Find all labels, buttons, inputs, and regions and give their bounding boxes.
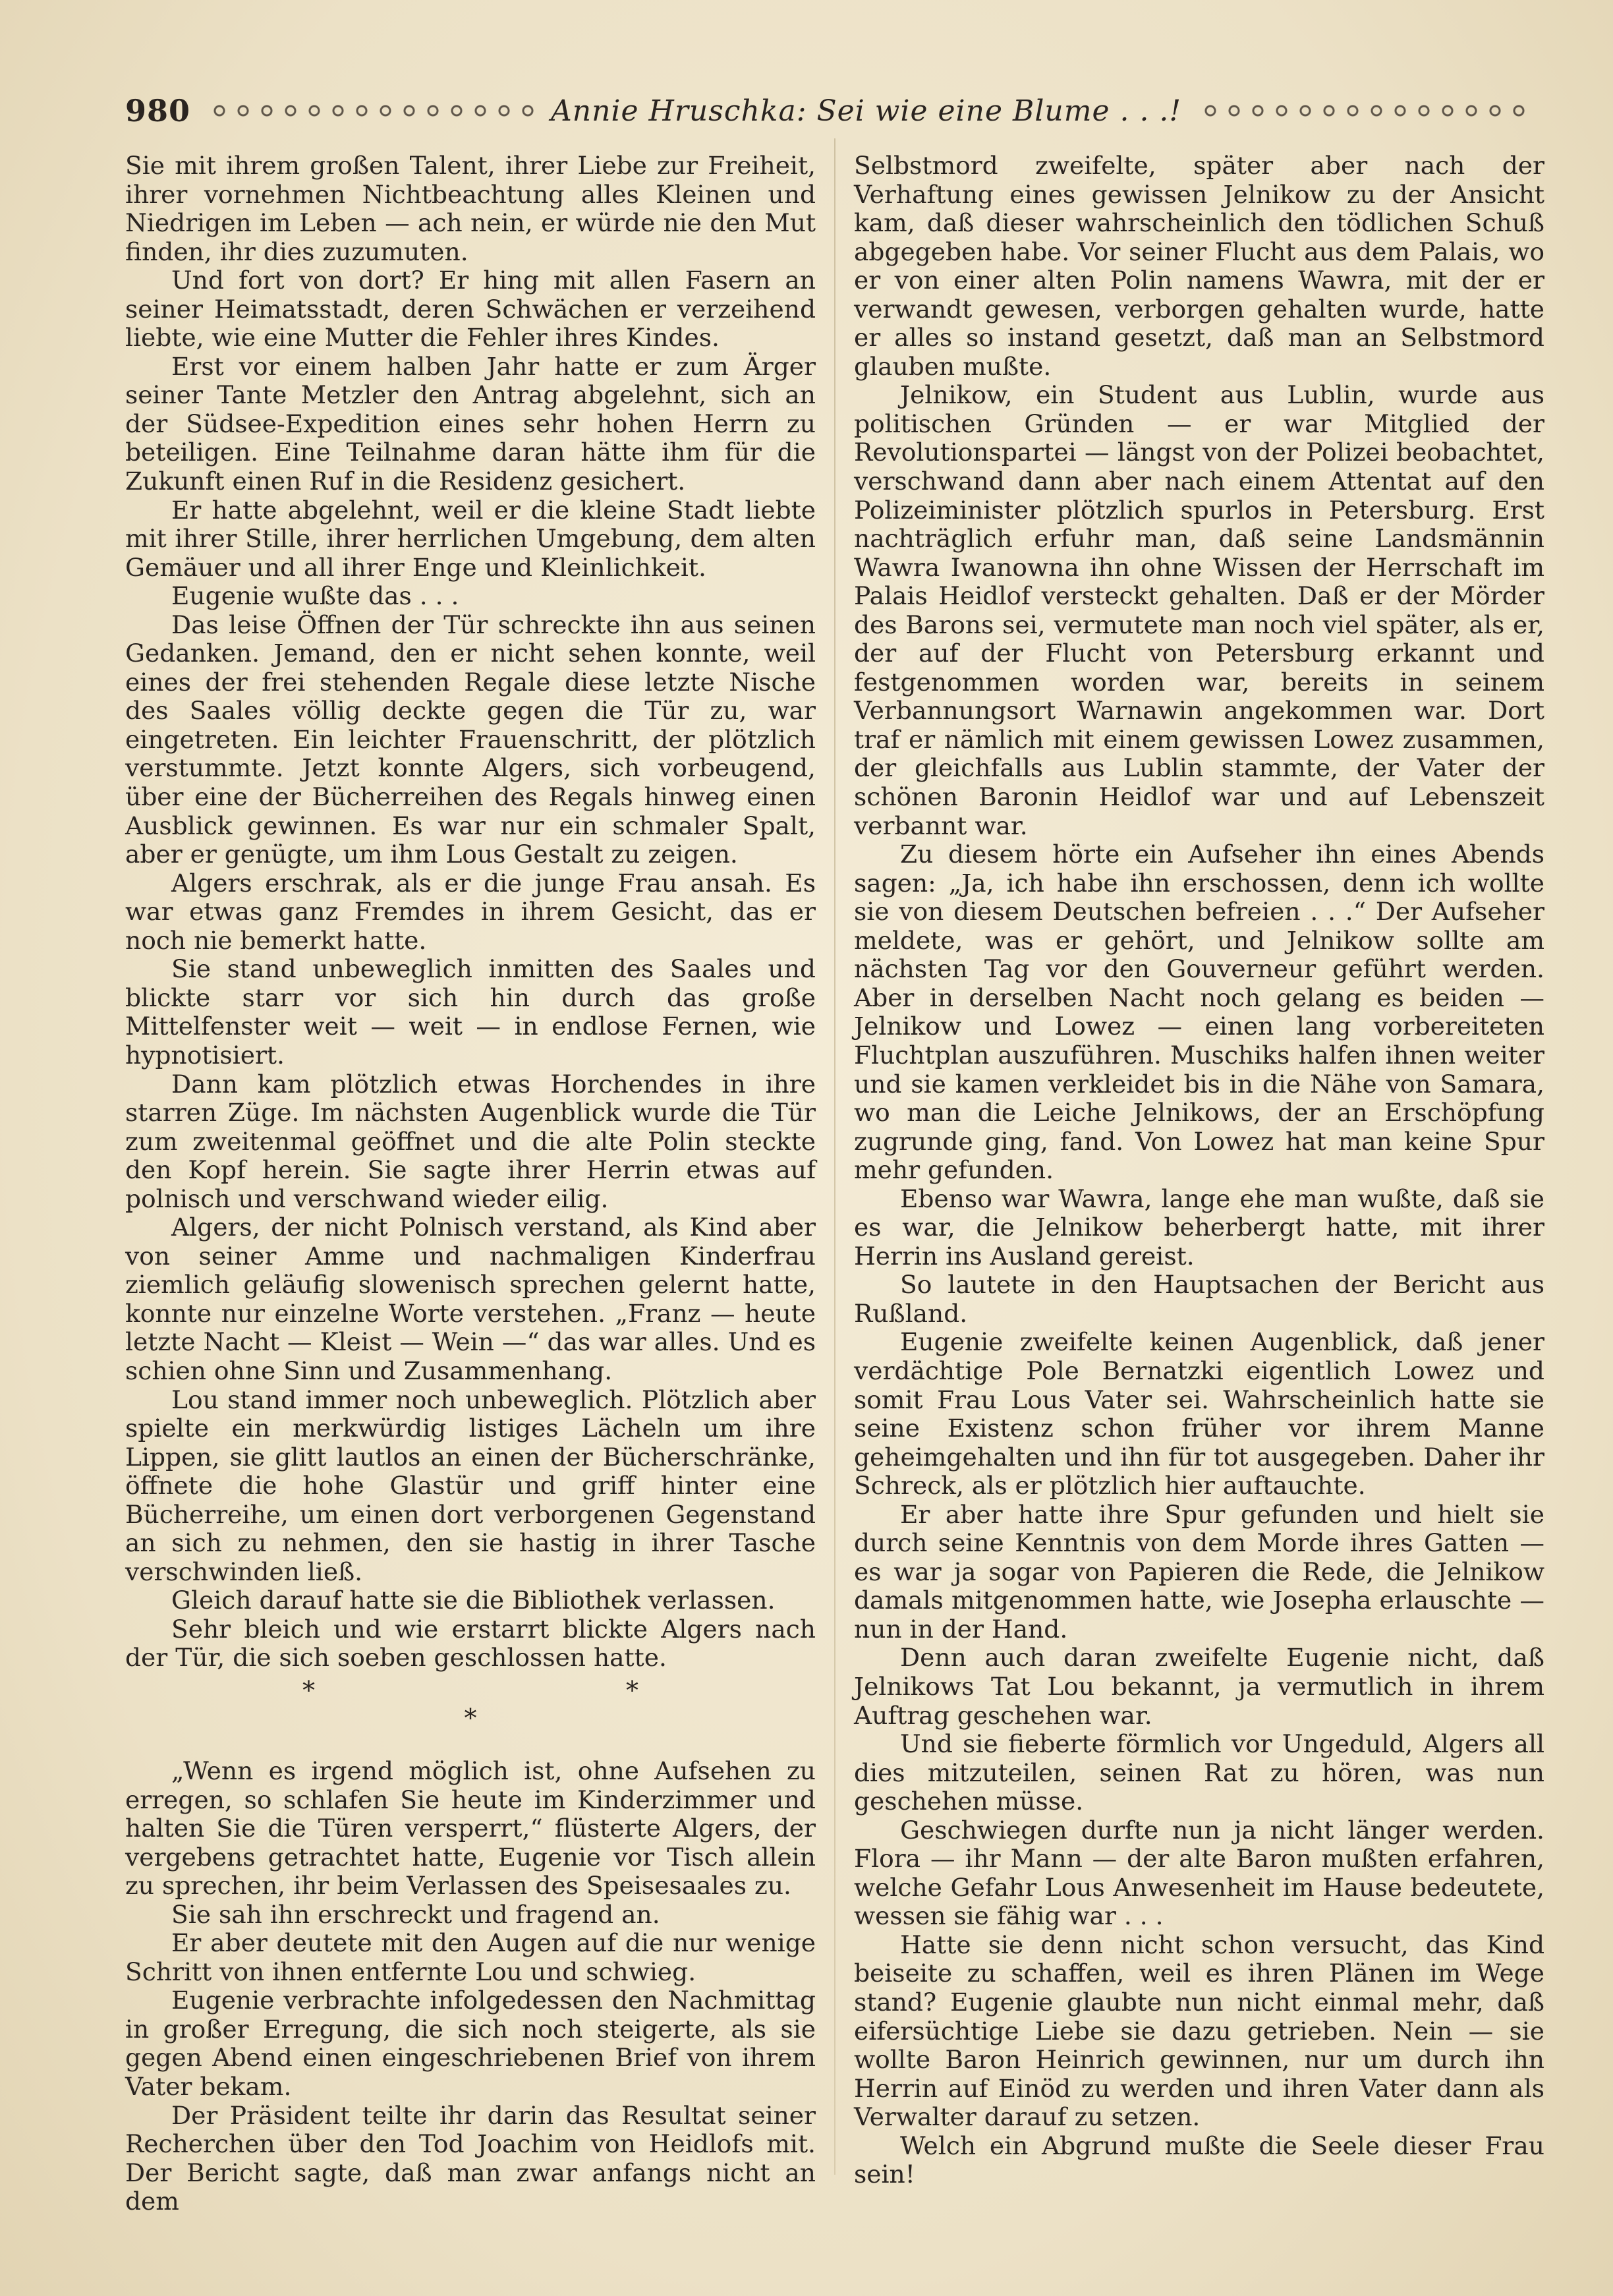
paragraph: Lou stand immer noch unbeweglich. Plötzlich aber spielte ein merkwürdig listiges Lächeln um ihre Lippen, sie glitt lautlos an einen der Bücherschränke, öffnete die hohe Glastür und griff hinter eine Bücherreihe, um einen dort verborgenen Gegenstand an sich zu nehmen, den sie hastig in ihrer Tasche verschwinden ließ. (125, 1385, 816, 1586)
paragraph: Gleich darauf hatte sie die Bibliothek verlassen. (171, 1586, 776, 1615)
paragraph: Ebenso war Wawra, lange ehe man wußte, daß sie es war, die Jelnikow beherbergt hatte, mit ihrer Herrin ins Ausland gereist. (854, 1184, 1544, 1271)
paragraph: Eugenie wußte das . . . (171, 581, 459, 611)
paragraph: Denn auch daran zweifelte Eugenie nicht, daß Jelnikows Tat Lou bekannt, ja vermutlich in ihrem Auftrag geschehen war. (854, 1643, 1544, 1730)
paragraph: Dann kam plötzlich etwas Horchendes in ihre starren Züge. Im nächsten Augenblick wurde die Tür zum zweitenmal geöffnet und die alte Polin steckte den Kopf herein. Sie sagte ihrer Herrin etwas auf polnisch und verschwand wieder eilig. (125, 1069, 816, 1213)
header-ornament-right (1199, 103, 1525, 118)
paragraph: Sie stand unbeweglich inmitten des Saales und blickte starr vor sich hin durch das große Mittelfenster weit — weit — in endlose Fernen, wie hypnotisiert. (125, 954, 816, 1070)
paragraph: Sie sah ihn erschreckt und fragend an. (171, 1899, 660, 1929)
paragraph: Sehr bleich und wie erstarrt blickte Algers nach der Tür, die sich soeben geschlossen hatte. (125, 1614, 816, 1673)
paragraph: „Wenn es irgend möglich ist, ohne Aufsehen zu erregen, so schlafen Sie heute im Kinderzimmer und halten Sie die Türen versperrt,“ flüsterte Algers, der vergebens getrachtet hatte, Eugenie vor Tisch allein zu sprechen, ihr beim Verlassen des Speisesaales zu. (125, 1756, 816, 1901)
paragraph: Er hatte abgelehnt, weil er die kleine Stadt liebte mit ihrer Stille, ihrer herrlichen Umgebung, dem alten Gemäuer und all ihrer Enge und Kleinlichkeit. (125, 495, 816, 582)
paragraph: Eugenie verbrachte infolgedessen den Nachmittag in großer Erregung, die sich noch steigerte, als sie gegen Abend einen eingeschriebenen Brief von ihrem Vater bekam. (125, 1986, 816, 2101)
paragraph: Eugenie zweifelte keinen Augenblick, daß jener verdächtige Pole Bernatzki eigentlich Lowez und somit Frau Lous Vater sei. Wahrscheinlich hatte sie seine Existenz schon früher vor ihrem Manne geheimgehalten und ihn für tot ausgegeben. Daher ihr Schreck, als er plötzlich hier auftauchte. (854, 1327, 1544, 1501)
paragraph: Geschwiegen durfte nun ja nicht länger werden. Flora — ihr Mann — der alte Baron mußten erfahren, welche Gefahr Lous Anwesenheit im Hause bedeutete, wessen sie fähig war . . . (854, 1815, 1544, 1931)
paragraph: Erst vor einem halben Jahr hatte er zum Ärger seiner Tante Metzler den Antrag abgelehnt, sich an der Südsee-Expedition eines sehr hohen Herrn zu beteiligen. Eine Teilnahme daran hätte ihm für die Zukunft einen Ruf in die Residenz gesichert. (125, 351, 816, 496)
running-title: Annie Hruschka: Sei wie eine Blume . . .! (550, 94, 1182, 128)
paragraph: Sie mit ihrem großen Talent, ihrer Liebe zur Freiheit, ihrer vornehmen Nichtbeachtung alles Kleinen und Niedrigen im Leben — ach nein, er würde nie den Mut finden, ihr dies zuzumuten. (125, 151, 816, 266)
paragraph: Er aber hatte ihre Spur gefunden und hielt sie durch seine Kenntnis von dem Morde ihres Gatten — es war ja sogar von Papieren die Rede, die Jelnikow damals mitgenommen hatte, wie Josepha erlauschte — nun in der Hand. (854, 1499, 1544, 1644)
column-divider (834, 138, 835, 2175)
paragraph: Algers, der nicht Polnisch verstand, als Kind aber von seiner Amme und nachmaligen Kinderfrau ziemlich geläufig slowenisch sprechen gelernt hatte, konnte nur einzelne Worte verstehen. „Franz — heute letzte Nacht — Kleist — Wein —“ das war alles. Und es schien ohne Sinn und Zusammenhang. (125, 1213, 816, 1385)
paragraph: Hatte sie denn nicht schon versucht, das Kind beiseite zu schaffen, weil es ihren Plänen im Wege stand? Eugenie glaubte nun nicht einmal mehr, daß eifersüchtige Liebe sie dazu getrieben. Nein — sie wollte Baron Heinrich gewinnen, nur um durch ihn Herrin auf Einöd zu werden und ihren Vater dann als Verwalter darauf zu setzen. (854, 1930, 1544, 2132)
paragraph: Er aber deutete mit den Augen auf die nur wenige Schritt von ihnen entfernte Lou und schwieg. (125, 1928, 816, 1986)
paragraph: Der Präsident teilte ihr darin das Resultat seiner Recherchen über den Tod Joachim von Heidlofs mit. Der Bericht sagte, daß man zwar anfangs nicht an dem (125, 2100, 816, 2216)
paragraph: Selbstmord zweifelte, später aber nach der Verhaftung eines gewissen Jelnikow zu der Ansicht kam, daß dieser wahrscheinlich den tödlichen Schuß abgegeben habe. Vor seiner Flucht aus dem Palais, wo er von einer alten Polin namens Wawra, mit der er verwandt gewesen, verborgen gehalten wurde, hatte er alles so instand gesetzt, daß man an Selbstmord glauben mußte. (854, 151, 1544, 381)
page-number: 980 (125, 93, 191, 129)
paragraph: Und fort von dort? Er hing mit allen Fasern an seiner Heimatsstadt, deren Schwächen er verzeihend liebte, wie eine Mutter die Fehler ihres Kindes. (125, 266, 816, 353)
paragraph: Und sie fieberte förmlich vor Ungeduld, Algers all dies mitzuteilen, seinen Rat zu hören, was nun geschehen müsse. (854, 1729, 1544, 1816)
right-column (854, 152, 1544, 2189)
left-column (125, 152, 816, 2216)
paragraph: Algers erschrak, als er die junge Frau ansah. Es war etwas ganz Fremdes in ihrem Gesicht, das er noch nie bemerkt hatte. (125, 868, 816, 955)
paragraph: Welch ein Abgrund mußte die Seele dieser Frau sein! (854, 2131, 1544, 2189)
page-header (125, 84, 1542, 137)
section-separator: * * * (302, 1675, 791, 1733)
header-ornament (208, 103, 534, 118)
paragraph: Zu diesem hörte ein Aufseher ihn eines Abends sagen: „Ja, ich habe ihn erschossen, denn ich wollte sie von diesem Deutschen befreien . . .“ Der Aufseher meldete, was er gehört, und Jelnikow sollte am nächsten Tag vor den Gouverneur geführt werden. Aber in derselben Nacht noch gelang es beiden — Jelnikow und Lowez — einen lang vorbereiteten Fluchtplan auszuführen. Muschiks halfen ihnen weiter und sie kamen verkleidet bis in die Nähe von Samara, wo man die Leiche Jelnikows, der an Erschöpfung zugrunde ging, fand. Von Lowez hat man keine Spur mehr gefunden. (854, 840, 1544, 1185)
paragraph: So lautete in den Hauptsachen der Bericht aus Rußland. (854, 1270, 1544, 1328)
paragraph: Jelnikow, ein Student aus Lublin, wurde aus politischen Gründen — er war Mitglied der Revolutionspartei — längst von der Polizei beobachtet, verschwand dann aber nach einem Attentat auf den Polizeiminister plötzlich spurlos in Petersburg. Erst nachträglich erfuhr man, daß seine Landsmännin Wawra Iwanowna ihn ohne Wissen der Herrschaft im Palais Heidlof versteckt gehalten. Daß er der Mörder des Barons sei, vermutete man noch viel später, als er, der auf der Flucht von Petersburg erkannt und festgenommen worden war, bereits in seinem Verbannungsort Warnawin angekommen war. Dort traf er nämlich mit einem gewissen Lowez zusammen, der gleichfalls aus Lublin stammte, der Vater der schönen Baronin Heidlof war und auf Lebenszeit verbannt war. (854, 380, 1544, 840)
paragraph: Das leise Öffnen der Tür schreckte ihn aus seinen Gedanken. Jemand, den er nicht sehen konnte, weil eines der frei stehenden Regale diese letzte Nische des Saales völlig deckte gegen die Tür zu, war eingetreten. Ein leichter Frauenschritt, der plötzlich verstummte. Jetzt konnte Algers, sich vorbeugend, über eine der Bücherreihen des Regals hinweg einen Ausblick gewinnen. Es war nur ein schmaler Spalt, aber er genügte, um ihm Lous Gestalt zu zeigen. (125, 610, 816, 869)
